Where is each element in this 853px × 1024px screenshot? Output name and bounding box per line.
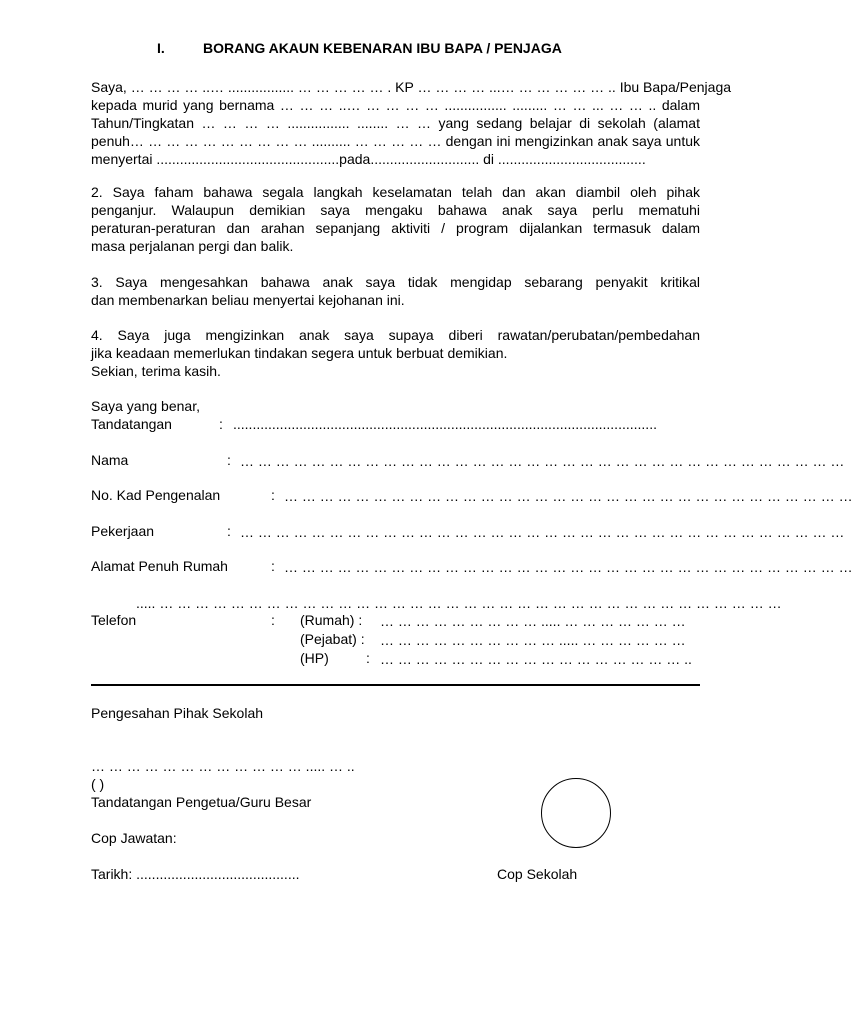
school-signature-field[interactable]: … … … … … … … … … … … … ..... … .. [91,758,355,774]
paragraph-3 [91,273,700,309]
alamat-field[interactable]: … … … … … … … … … … … … … … … … … … … … … … … … … … … … … … … … [284,559,853,575]
rumah-phone-field[interactable]: … … … … … … … … … ..... … … … … … … … [380,613,686,629]
nama-label: Nama [91,452,129,468]
colon: : [271,612,275,628]
paragraph-3-line: 3. Saya mengesahkan bahawa anak saya tidak mengidap sebarang penyakit kritikal [91,274,700,290]
paragraph-4-line: jika keadaan memerlukan tindakan segera untuk berbuat demikian. [91,345,508,361]
hp-phone-field[interactable]: … … … … … … … … … … … … … … … … … .. [380,651,692,667]
colon: : [227,523,231,539]
paragraph-1 [91,78,732,168]
paragraph-4-line: 4. Saya juga mengizinkan anak saya supaya diberi rawatan/perubatan/pembedahan [91,327,700,343]
colon: : [366,650,370,666]
hp-label: (HP) [300,650,329,666]
signature-intro: Saya yang benar, [91,398,200,414]
paragraph-2-line: 2. Saya faham bahawa segala langkah keselamatan telah dan akan diambil oleh pihak [91,184,700,200]
name-bracket: ( ) [91,776,105,792]
cop-jawatan-label: Cop Jawatan: [91,830,177,846]
pejabat-phone-field[interactable]: … … … … … … … … … … ..... … … … … … … [380,632,686,648]
ic-field[interactable]: … … … … … … … … … … … … … … … … … … … … … … … … … … … … … … … … [284,488,853,504]
nama-field[interactable]: … … … … … … … … … … … … … … … … … … … … … … … … … … … … … … … … … … [240,453,845,469]
cop-sekolah-label: Cop Sekolah [497,866,578,882]
paragraph-4 [91,326,700,380]
paragraph-2 [91,183,700,255]
school-stamp-circle [541,778,611,848]
heading-number: I. [157,40,165,56]
section-divider [91,684,700,686]
paragraph-2-line: masa perjalanan pergi dan balik. [91,238,294,254]
colon: : [219,416,223,432]
pejabat-label: (Pejabat) : [300,631,365,647]
ic-label: No. Kad Pengenalan [91,487,221,503]
paragraph-1-line: Saya, … … … … ..… ................. … … … … … . KP … … … … ...… … … … … … .. Ibu Bapa/Penjaga [91,79,732,95]
tarikh-field[interactable]: Tarikh: .......................................... [91,866,300,882]
closing-text: Sekian, terima kasih. [91,363,221,379]
tandatangan-field[interactable]: ............................................................................................................. [233,416,657,432]
tandatangan-label: Tandatangan [91,416,172,432]
paragraph-2-line: peraturan-peraturan dan arahan sepanjang aktiviti / program dijalankan termasuk dalam [91,220,700,236]
alamat-label: Alamat Penuh Rumah [91,558,228,574]
colon: : [271,487,275,503]
paragraph-1-line: penuh… … … … … … … … … … .......... … … … … … dengan ini mengizinkan anak saya untuk [91,133,700,149]
paragraph-1-line: kepada murid yang bernama … … … ..… … … … … ................ ......... … … ... … … .. dalam [91,97,700,113]
form-heading [157,40,562,56]
paragraph-1-line: Tahun/Tingkatan … … … … ................ ........ … … yang sedang belajar di sekolah (alamat [91,115,700,131]
school-section-title: Pengesahan Pihak Sekolah [91,705,264,721]
pekerjaan-field[interactable]: … … … … … … … … … … … … … … … … … … … … … … … … … … … … … … … … … … [240,524,845,540]
alamat-field-line-2[interactable]: ..... … … … … … … … … … … … … … … … … … … … … … … … … … … … … … … … … … … … [136,595,782,611]
rumah-label: (Rumah) : [300,612,363,628]
colon: : [227,452,231,468]
paragraph-1-line: menyertai ...............................................pada............................ di ...................................... [91,151,646,167]
paragraph-2-line: penganjur. Walaupun demikian saya mengaku bahawa anak saya perlu mematuhi [91,202,700,218]
telefon-label: Telefon [91,612,137,628]
paragraph-3-line: dan membenarkan beliau menyertai kejohanan ini. [91,292,405,308]
principal-signature-label: Tandatangan Pengetua/Guru Besar [91,794,312,810]
heading-text: BORANG AKAUN KEBENARAN IBU BAPA / PENJAGA [203,40,562,56]
colon: : [271,558,275,574]
pekerjaan-label: Pekerjaan [91,523,155,539]
